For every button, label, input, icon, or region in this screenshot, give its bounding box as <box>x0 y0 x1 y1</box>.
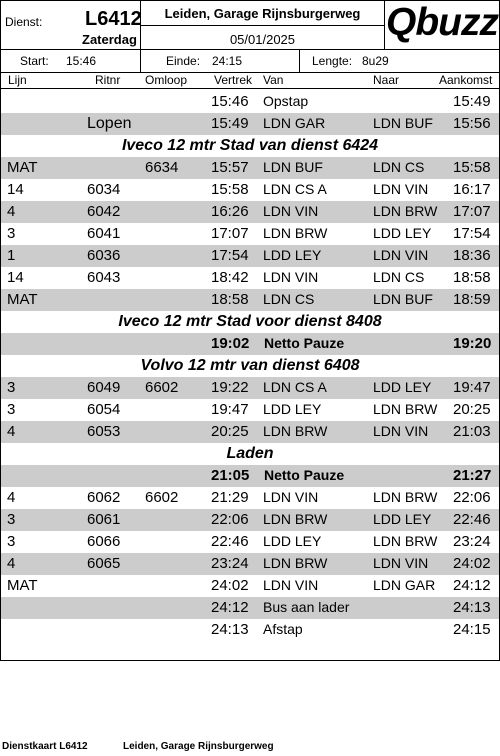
cell-van: LDN BRW <box>263 225 328 241</box>
cell-naar: LDD LEY <box>373 225 432 241</box>
cell-naar: LDD LEY <box>373 379 432 395</box>
cell-aankomst: 18:36 <box>453 247 491 264</box>
cell-lijn: 3 <box>7 533 16 550</box>
cell-vertrek: 22:06 <box>211 511 249 528</box>
cell-van: LDN VIN <box>263 577 319 593</box>
col-omloop: Omloop <box>145 73 188 87</box>
cell-ritnr: 6042 <box>87 203 121 220</box>
cell-aankomst: 22:06 <box>453 489 491 506</box>
cell-ritnr: Lopen <box>87 115 132 132</box>
table-row <box>1 113 499 135</box>
cell-omloop: 6602 <box>145 489 179 506</box>
cell-van: Afstap <box>263 621 303 637</box>
table-row <box>1 245 499 267</box>
start-value: 15:46 <box>66 54 97 68</box>
cell-naar: LDN VIN <box>373 247 429 263</box>
section-heading <box>1 135 499 157</box>
cell-aankomst: 22:46 <box>453 511 491 528</box>
cell-naar: LDN VIN <box>373 423 429 439</box>
cell-vertrek: 15:58 <box>211 181 249 198</box>
col-lijn: Lijn <box>8 73 27 87</box>
table-row <box>1 157 499 179</box>
cell-aankomst: 15:49 <box>453 93 491 110</box>
date-label: 05/01/2025 <box>229 32 296 47</box>
cell-naar: LDN CS <box>373 269 425 285</box>
cell-lijn: 4 <box>7 555 16 572</box>
cell-vertrek: 18:58 <box>211 291 249 308</box>
pause-start: 21:05 <box>211 467 250 484</box>
dienst-code: L6412 <box>85 8 142 30</box>
cell-lijn: 14 <box>7 269 24 286</box>
table-row <box>1 575 499 597</box>
pause-row <box>1 333 499 355</box>
column-header-row <box>0 72 500 89</box>
cell-van: LDN VIN <box>263 489 319 505</box>
lengte-label: Lengte: <box>312 54 353 68</box>
cell-vertrek: 20:25 <box>211 423 249 440</box>
dienst-label: Dienst: <box>5 15 43 29</box>
table-row <box>1 597 499 619</box>
table-row <box>1 223 499 245</box>
cell-van: LDN BRW <box>263 511 328 527</box>
cell-vertrek: 24:12 <box>211 599 249 616</box>
cell-ritnr: 6062 <box>87 489 121 506</box>
cell-van: LDN VIN <box>263 269 319 285</box>
section-title: Laden <box>226 445 274 462</box>
cell-vertrek: 23:24 <box>211 555 249 572</box>
cell-aankomst: 19:47 <box>453 379 491 396</box>
table-row <box>1 553 499 575</box>
cell-lijn: 3 <box>7 379 16 396</box>
cell-ritnr: 6036 <box>87 247 121 264</box>
qbuzz-logo: Qbuzz <box>386 1 498 44</box>
table-row <box>1 509 499 531</box>
cell-vertrek: 24:13 <box>211 621 249 638</box>
cell-aankomst: 18:59 <box>453 291 491 308</box>
cell-van: LDD LEY <box>263 533 322 549</box>
cell-lijn: MAT <box>7 577 38 594</box>
cell-ritnr: 6066 <box>87 533 121 550</box>
table-row <box>1 531 499 553</box>
cell-lijn: 4 <box>7 423 16 440</box>
cell-aankomst: 18:58 <box>453 269 491 286</box>
cell-aankomst: 24:12 <box>453 577 491 594</box>
footer-left: Dienstkaart L6412 <box>2 741 88 752</box>
cell-aankomst: 17:07 <box>453 203 491 220</box>
cell-lijn: MAT <box>7 291 38 308</box>
cell-van: LDN BUF <box>263 159 323 175</box>
cell-naar: LDN BRW <box>373 489 438 505</box>
cell-vertrek: 17:54 <box>211 247 249 264</box>
cell-ritnr: 6034 <box>87 181 121 198</box>
einde-label: Einde: <box>166 54 201 68</box>
cell-vertrek: 15:49 <box>211 115 249 132</box>
cell-vertrek: 22:46 <box>211 533 249 550</box>
table-row <box>1 619 499 641</box>
cell-naar: LDN BUF <box>373 115 433 131</box>
cell-van: LDN CS <box>263 291 315 307</box>
cell-aankomst: 24:15 <box>453 621 491 638</box>
cell-aankomst: 17:54 <box>453 225 491 242</box>
schedule-table <box>1 91 499 641</box>
cell-naar: LDD LEY <box>373 511 432 527</box>
cell-naar: LDN BRW <box>373 401 438 417</box>
table-row <box>1 487 499 509</box>
cell-vertrek: 24:02 <box>211 577 249 594</box>
cell-ritnr: 6043 <box>87 269 121 286</box>
cell-naar: LDN BRW <box>373 203 438 219</box>
section-title: Iveco 12 mtr Stad voor dienst 8408 <box>118 313 382 330</box>
cell-vertrek: 21:29 <box>211 489 249 506</box>
cell-lijn: 3 <box>7 401 16 418</box>
cell-omloop: 6634 <box>145 159 179 176</box>
einde-value: 24:15 <box>212 54 243 68</box>
col-vertrek: Vertrek <box>214 73 253 87</box>
cell-naar: LDN VIN <box>373 181 429 197</box>
footer-right: Leiden, Garage Rijnsburgerweg <box>123 741 274 752</box>
cell-ritnr: 6053 <box>87 423 121 440</box>
col-ritnr: Ritnr <box>95 73 121 87</box>
section-title: Volvo 12 mtr van dienst 6408 <box>140 357 360 374</box>
cell-ritnr: 6054 <box>87 401 121 418</box>
cell-ritnr: 6049 <box>87 379 121 396</box>
pause-end: 19:20 <box>453 335 492 352</box>
pause-start: 19:02 <box>211 335 250 352</box>
location-title: Leiden, Garage Rijnsburgerweg <box>164 6 361 21</box>
cell-aankomst: 23:24 <box>453 533 491 550</box>
cell-ritnr: 6065 <box>87 555 121 572</box>
cell-lijn: MAT <box>7 159 38 176</box>
section-heading <box>1 443 499 465</box>
cell-vertrek: 15:57 <box>211 159 249 176</box>
cell-ritnr: 6061 <box>87 511 121 528</box>
cell-aankomst: 20:25 <box>453 401 491 418</box>
table-row <box>1 399 499 421</box>
cell-van: LDD LEY <box>263 401 322 417</box>
lengte-value: 8u29 <box>362 54 389 68</box>
cell-vertrek: 18:42 <box>211 269 249 286</box>
cell-lijn: 3 <box>7 225 16 242</box>
cell-van: Opstap <box>263 93 309 109</box>
cell-aankomst: 16:17 <box>453 181 491 198</box>
day-label: Zaterdag <box>82 32 137 47</box>
cell-vertrek: 16:26 <box>211 203 249 220</box>
cell-lijn: 4 <box>7 489 16 506</box>
cell-naar: LDN CS <box>373 159 425 175</box>
cell-vertrek: 15:46 <box>211 93 249 110</box>
pause-label: Netto Pauze <box>264 467 345 483</box>
cell-van: LDN CS A <box>263 181 327 197</box>
table-row <box>1 377 499 399</box>
cell-naar: LDN BRW <box>373 533 438 549</box>
section-title: Iveco 12 mtr Stad van dienst 6424 <box>121 137 379 154</box>
cell-omloop: 6602 <box>145 379 179 396</box>
cell-vertrek: 19:47 <box>211 401 249 418</box>
cell-aankomst: 21:03 <box>453 423 491 440</box>
header <box>0 0 500 72</box>
cell-van: LDN BRW <box>263 423 328 439</box>
cell-van: LDN BRW <box>263 555 328 571</box>
table-row <box>1 289 499 311</box>
cell-lijn: 3 <box>7 511 16 528</box>
pause-end: 21:27 <box>453 467 492 484</box>
cell-aankomst: 24:02 <box>453 555 491 572</box>
section-heading <box>1 311 499 333</box>
cell-vertrek: 19:22 <box>211 379 249 396</box>
table-row <box>1 91 499 113</box>
col-van: Van <box>263 73 284 87</box>
cell-naar: LDN VIN <box>373 555 429 571</box>
table-row <box>1 267 499 289</box>
cell-van: LDN VIN <box>263 203 319 219</box>
cell-van: LDN GAR <box>263 115 326 131</box>
col-aankomst: Aankomst <box>439 73 493 87</box>
table-row <box>1 201 499 223</box>
cell-van: LDN CS A <box>263 379 327 395</box>
table-row <box>1 421 499 443</box>
cell-van: Bus aan lader <box>263 599 350 615</box>
cell-aankomst: 24:13 <box>453 599 491 616</box>
cell-aankomst: 15:56 <box>453 115 491 132</box>
cell-aankomst: 15:58 <box>453 159 491 176</box>
cell-vertrek: 17:07 <box>211 225 249 242</box>
col-naar: Naar <box>373 73 400 87</box>
cell-ritnr: 6041 <box>87 225 121 242</box>
section-heading <box>1 355 499 377</box>
cell-lijn: 14 <box>7 181 24 198</box>
cell-van: LDD LEY <box>263 247 322 263</box>
pause-label: Netto Pauze <box>264 335 345 351</box>
cell-lijn: 4 <box>7 203 16 220</box>
cell-naar: LDN GAR <box>373 577 436 593</box>
pause-row <box>1 465 499 487</box>
cell-lijn: 1 <box>7 247 16 264</box>
start-label: Start: <box>20 54 49 68</box>
cell-naar: LDN BUF <box>373 291 433 307</box>
table-row <box>1 179 499 201</box>
